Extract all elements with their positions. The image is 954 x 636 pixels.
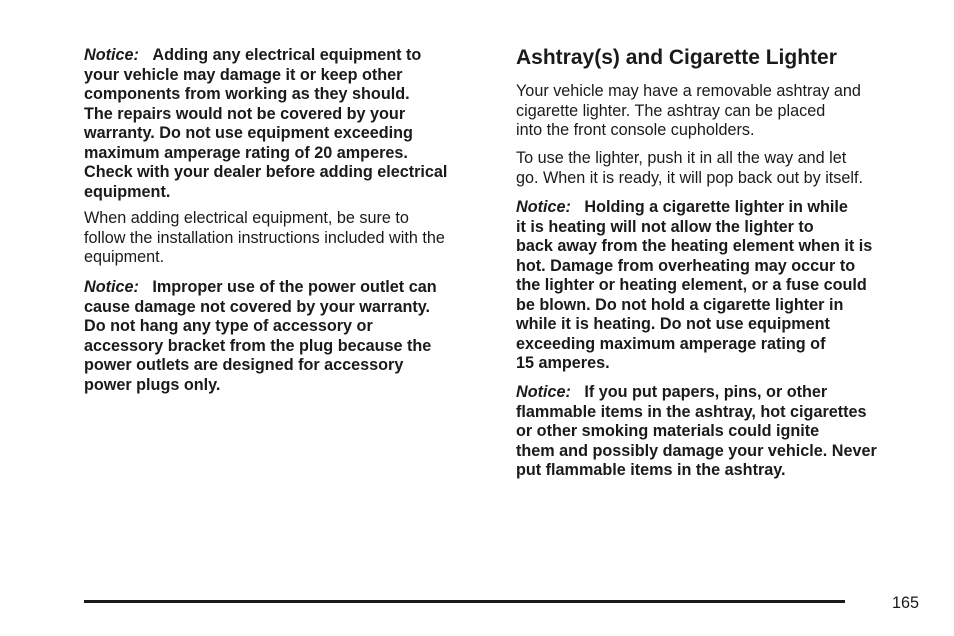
- section-heading: Ashtray(s) and Cigarette Lighter: [516, 46, 837, 69]
- paragraph-text-line: equipment.: [84, 248, 165, 266]
- notice-text-line: back away from the heating element when it is: [516, 237, 873, 255]
- notice-ashtray-flammable: [516, 383, 877, 481]
- notice-power-equipment: [84, 46, 447, 202]
- notice-power-outlet: [84, 278, 437, 395]
- notice-text-line: warranty. Do not use equipment exceeding: [84, 124, 413, 142]
- notice-text-line: Check with your dealer before adding electrical: [84, 163, 448, 181]
- paragraph-text-line: When adding electrical equipment, be sure to: [84, 209, 409, 227]
- notice-lighter-heating: [516, 198, 872, 374]
- notice-text-line: power outlets are designed for accessory: [84, 356, 404, 374]
- paragraph-text-line: go. When it is ready, it will pop back out by itself.: [516, 168, 863, 187]
- notice-text-line: or other smoking materials could ignite: [516, 422, 820, 440]
- page-number: 165: [892, 594, 920, 612]
- paragraph-text-line: Your vehicle may have a removable ashtray and: [516, 82, 861, 100]
- notice-text-line: it is heating will not allow the lighter to: [516, 217, 814, 236]
- notice-text-line: put flammable items in the ashtray.: [516, 461, 786, 479]
- notice-text-line: cause damage not covered by your warranty.: [84, 297, 431, 316]
- notice-text-line: If you put papers, pins, or other: [584, 383, 828, 401]
- footer-rule: [84, 600, 845, 603]
- notice-label: Notice:: [84, 46, 139, 64]
- notice-text-line: the lighter or heating element, or a fuse could: [516, 276, 867, 294]
- notice-text-line: be blown. Do not hold a cigarette lighter in: [516, 295, 844, 314]
- notice-text-line: equipment.: [84, 182, 171, 201]
- paragraph-text-line: To use the lighter, push it in all the way and let: [516, 149, 847, 167]
- notice-text-line: components from working as they should.: [84, 85, 410, 103]
- paragraph-installation: [84, 209, 445, 268]
- notice-text-line: hot. Damage from overheating may occur to: [516, 256, 856, 275]
- notice-text-line: accessory bracket from the plug because the: [84, 336, 432, 355]
- notice-text-line: Adding any electrical equipment to: [152, 46, 422, 64]
- paragraph-text-line: into the front console cupholders.: [516, 121, 755, 139]
- paragraph-text-line: follow the installation instructions included with the: [84, 228, 445, 247]
- notice-text-line: while it is heating. Do not use equipment: [516, 315, 830, 333]
- notice-text-line: Holding a cigarette lighter in while: [584, 198, 848, 216]
- notice-text-line: power plugs only.: [84, 375, 221, 394]
- notice-label: Notice:: [516, 198, 571, 216]
- notice-label: Notice:: [516, 383, 571, 401]
- notice-text-line: your vehicle may damage it or keep other: [84, 65, 403, 84]
- paragraph-text-line: cigarette lighter. The ashtray can be placed: [516, 101, 826, 120]
- notice-text-line: them and possibly damage your vehicle. Never: [516, 441, 877, 460]
- notice-text-line: Do not hang any type of accessory or: [84, 317, 373, 335]
- notice-label: Notice:: [84, 278, 139, 296]
- notice-text-line: maximum amperage rating of 20 amperes.: [84, 143, 408, 162]
- notice-text-line: The repairs would not be covered by your: [84, 104, 406, 123]
- paragraph-ashtray-intro: [516, 82, 861, 141]
- notice-text-line: 15 amperes.: [516, 354, 610, 372]
- notice-text-line: flammable items in the ashtray, hot cigarettes: [516, 402, 867, 421]
- notice-text-line: exceeding maximum amperage rating of: [516, 334, 826, 353]
- paragraph-lighter-usage: [516, 149, 863, 188]
- notice-text-line: Improper use of the power outlet can: [152, 278, 437, 296]
